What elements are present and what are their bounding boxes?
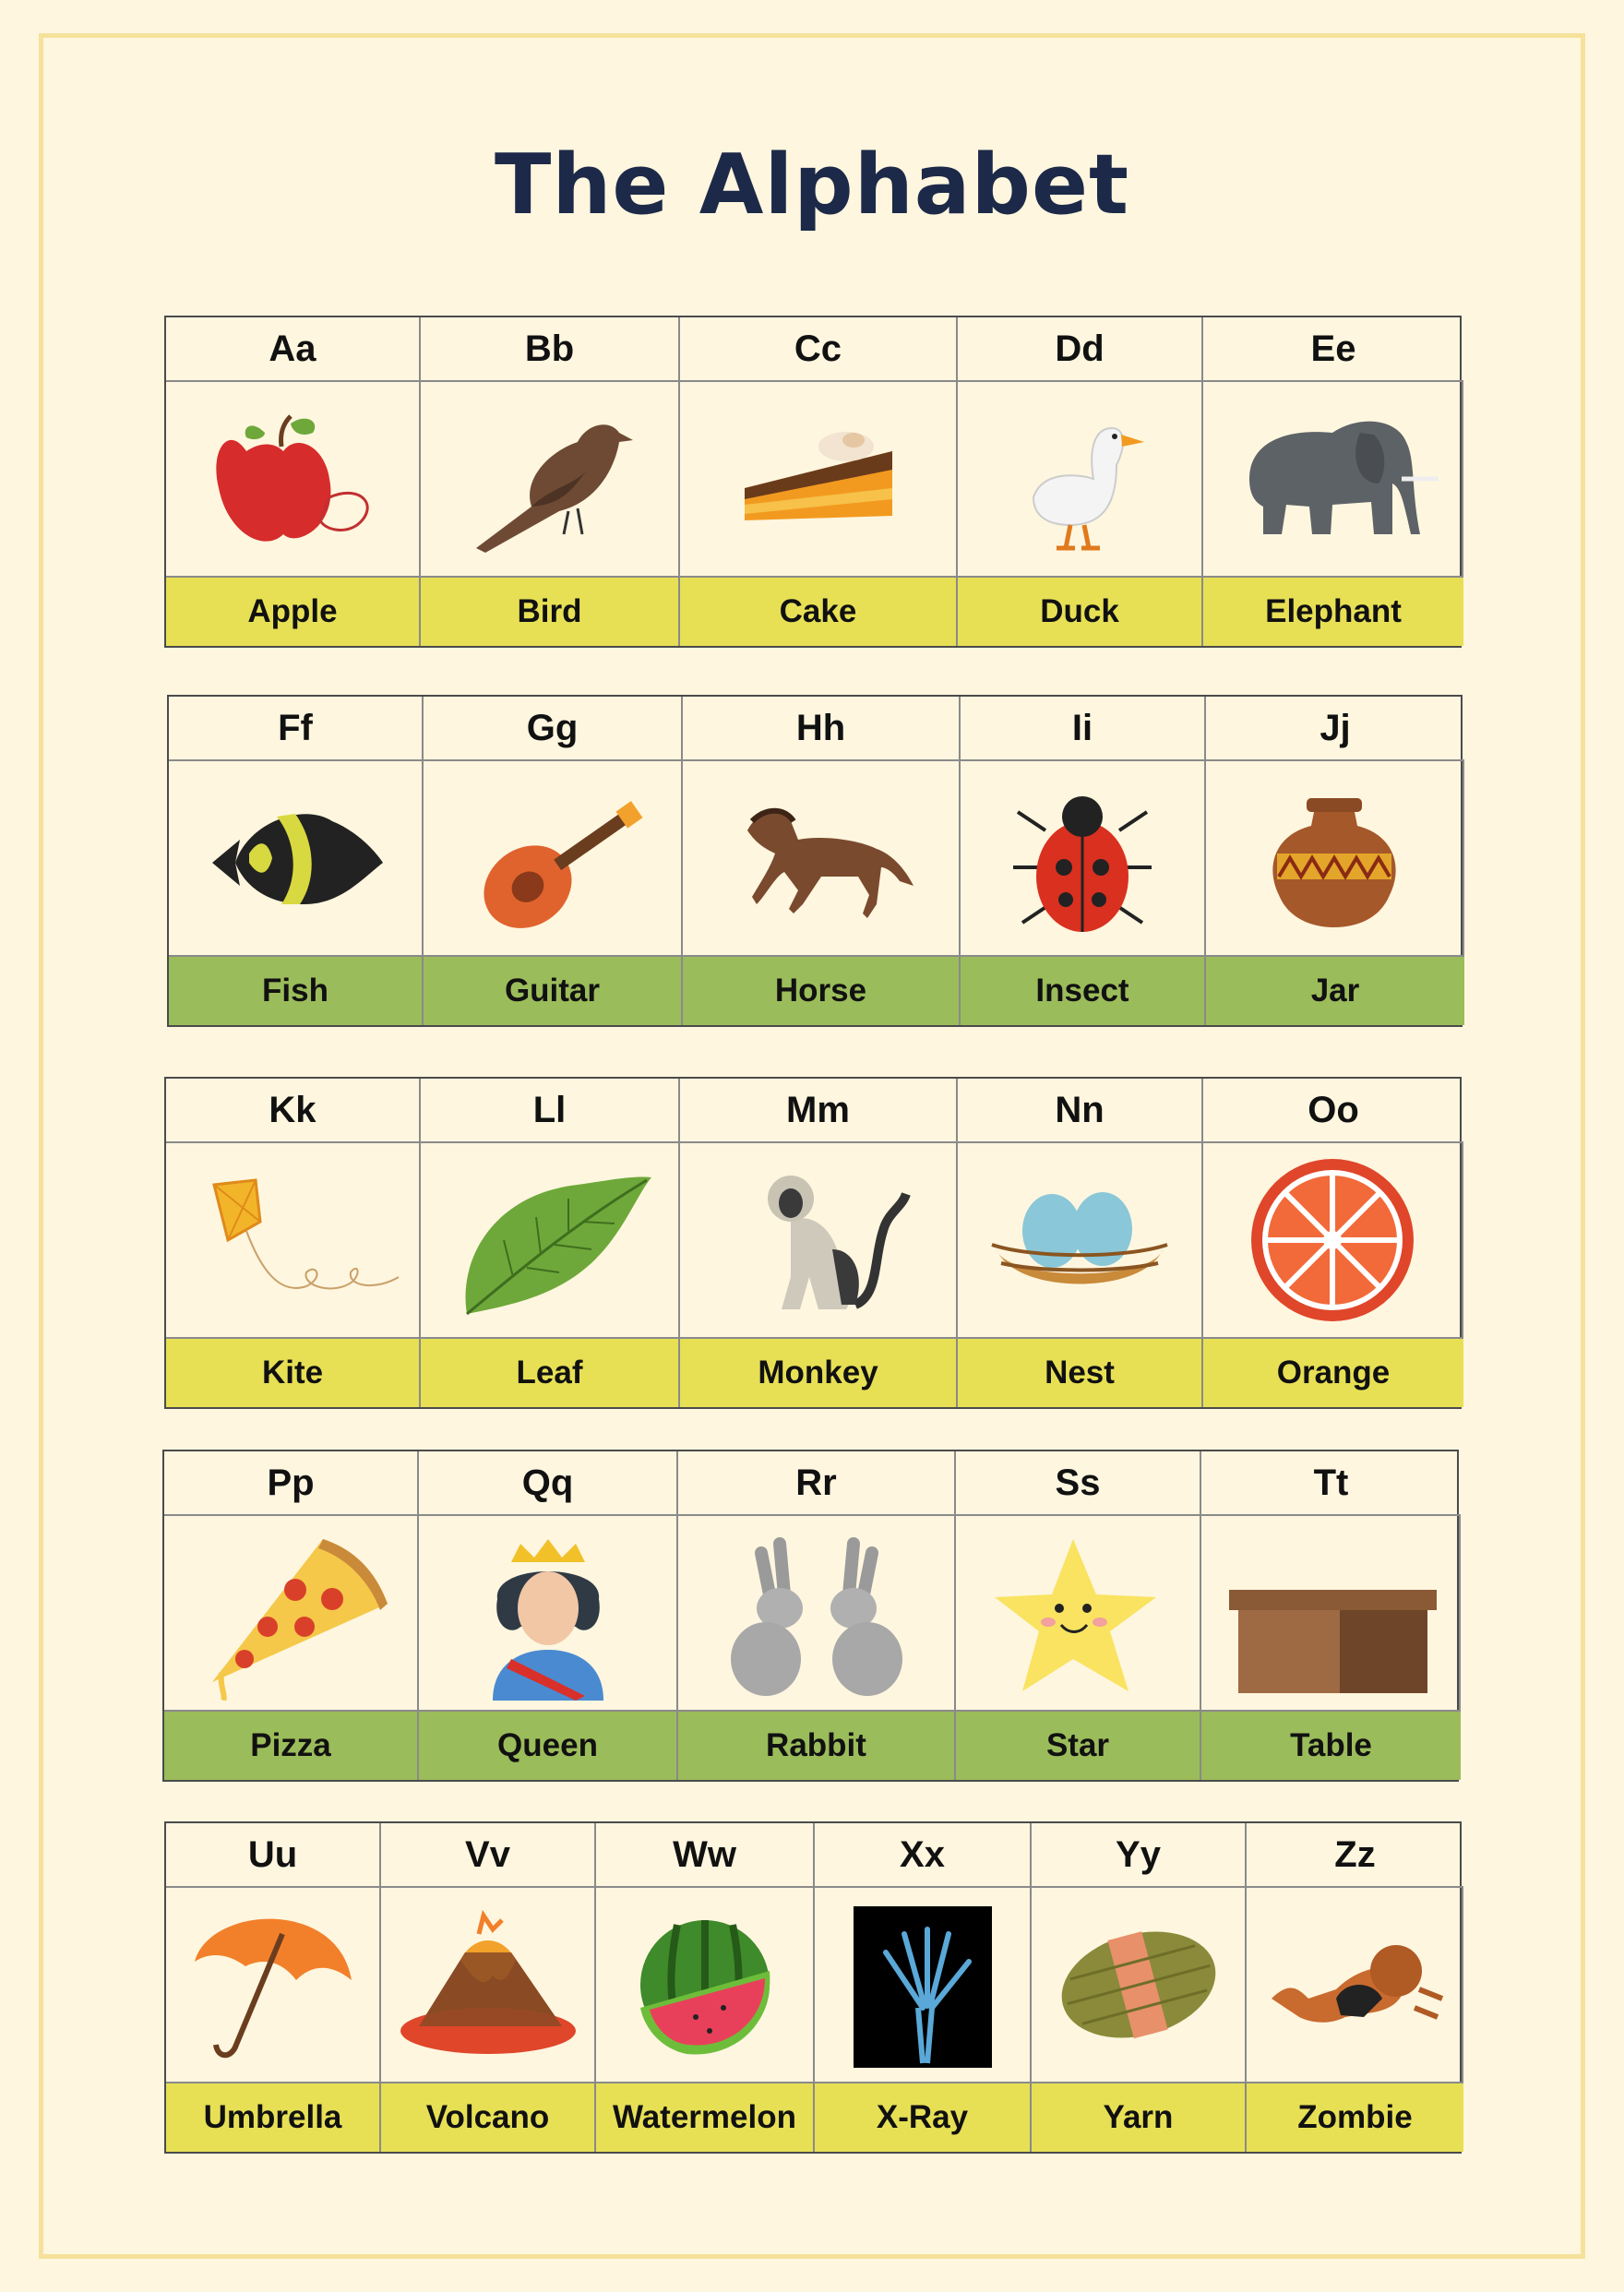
letter-label: Uu [166, 1823, 381, 1888]
rabbit-icon [678, 1516, 956, 1712]
letter-label: Ii [961, 697, 1206, 761]
jar-icon [1206, 761, 1464, 957]
word-label: Star [956, 1712, 1201, 1780]
letter-label: Cc [680, 317, 958, 382]
horse-icon [683, 761, 961, 957]
word-label: Queen [419, 1712, 678, 1780]
word-label: Nest [958, 1339, 1203, 1407]
leaf-icon [421, 1143, 680, 1339]
letter-label: Pp [164, 1451, 419, 1516]
letter-label: Bb [421, 317, 680, 382]
word-label: Umbrella [166, 2083, 381, 2152]
pizza-icon [164, 1516, 419, 1712]
letter-label: Tt [1201, 1451, 1461, 1516]
word-label: Elephant [1203, 578, 1463, 646]
word-label: Cake [680, 578, 958, 646]
star-icon [956, 1516, 1201, 1712]
word-label: X-Ray [815, 2083, 1032, 2152]
monkey-icon [680, 1143, 958, 1339]
table-icon [1201, 1516, 1461, 1712]
word-label: Watermelon [596, 2083, 815, 2152]
letter-label: Gg [424, 697, 683, 761]
letter-label: Yy [1032, 1823, 1247, 1888]
yarn-icon [1032, 1888, 1247, 2083]
alphabet-row-2 [167, 695, 1463, 1027]
word-label: Guitar [424, 957, 683, 1025]
word-label: Orange [1203, 1339, 1463, 1407]
x-ray-icon [815, 1888, 1032, 2083]
word-label: Jar [1206, 957, 1464, 1025]
letter-label: Ee [1203, 317, 1463, 382]
word-label: Pizza [164, 1712, 419, 1780]
word-label: Bird [421, 578, 680, 646]
letter-label: Aa [166, 317, 421, 382]
zombie-icon [1247, 1888, 1463, 2083]
word-label: Duck [958, 578, 1203, 646]
duck-icon [958, 382, 1203, 578]
volcano-icon [381, 1888, 596, 2083]
word-label: Horse [683, 957, 961, 1025]
letter-label: Ff [169, 697, 424, 761]
word-label: Fish [169, 957, 424, 1025]
queen-icon [419, 1516, 678, 1712]
letter-label: Oo [1203, 1079, 1463, 1143]
letter-label: Xx [815, 1823, 1032, 1888]
elephant-icon [1203, 382, 1463, 578]
insect-icon [961, 761, 1206, 957]
guitar-icon [424, 761, 683, 957]
bird-icon [421, 382, 680, 578]
kite-icon [166, 1143, 421, 1339]
cake-icon [680, 382, 958, 578]
letter-label: Nn [958, 1079, 1203, 1143]
letter-label: Mm [680, 1079, 958, 1143]
alphabet-row-4 [162, 1450, 1459, 1782]
alphabet-row-3 [164, 1077, 1462, 1409]
letter-label: Ss [956, 1451, 1201, 1516]
word-label: Apple [166, 578, 421, 646]
word-label: Table [1201, 1712, 1461, 1780]
letter-label: Ww [596, 1823, 815, 1888]
word-label: Insect [961, 957, 1206, 1025]
watermelon-icon [596, 1888, 815, 2083]
word-label: Monkey [680, 1339, 958, 1407]
page-title: The Alphabet [494, 137, 1130, 233]
word-label: Yarn [1032, 2083, 1247, 2152]
letter-label: Rr [678, 1451, 956, 1516]
fish-icon [169, 761, 424, 957]
umbrella-icon [166, 1888, 381, 2083]
letter-label: Jj [1206, 697, 1464, 761]
letter-label: Zz [1247, 1823, 1463, 1888]
letter-label: Hh [683, 697, 961, 761]
letter-label: Qq [419, 1451, 678, 1516]
letter-label: Kk [166, 1079, 421, 1143]
word-label: Rabbit [678, 1712, 956, 1780]
apple-icon [166, 382, 421, 578]
orange-icon [1203, 1143, 1463, 1339]
word-label: Kite [166, 1339, 421, 1407]
letter-label: Ll [421, 1079, 680, 1143]
nest-icon [958, 1143, 1203, 1339]
letter-label: Dd [958, 317, 1203, 382]
letter-label: Vv [381, 1823, 596, 1888]
word-label: Leaf [421, 1339, 680, 1407]
alphabet-row-5 [164, 1821, 1462, 2154]
word-label: Zombie [1247, 2083, 1463, 2152]
alphabet-row-1 [164, 316, 1462, 648]
word-label: Volcano [381, 2083, 596, 2152]
